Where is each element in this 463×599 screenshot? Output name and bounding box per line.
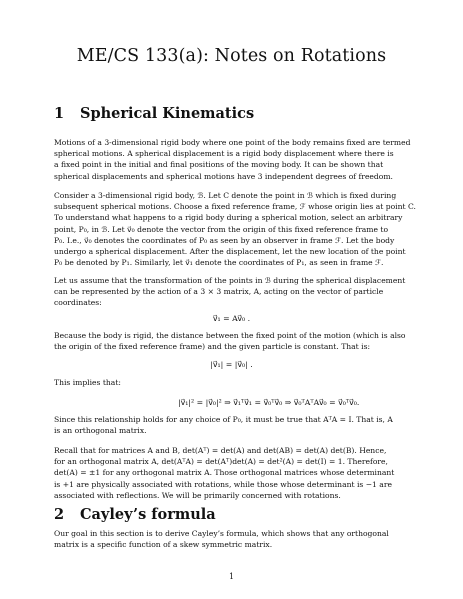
text-line: associated with reflections. We will be primarily concerned with rotations. [54, 490, 341, 500]
section-2-number: 2 [54, 506, 65, 523]
text-line: coordinates: [54, 298, 102, 308]
text-line: P₀ be denoted by P₁. Similarly, let v⃗₁ denote the coordinates of P₁, as seen in frame ℱ. [54, 258, 384, 268]
text-line: spherical displacements and spherical motions have 3 independent degrees of freedom. [54, 171, 393, 181]
text-line: Since this relationship holds for any choice of P₀, it must be true that AᵀA = I. That is, A [54, 415, 393, 424]
section-1-title: Spherical Kinematics [80, 105, 255, 122]
text-line: This implies that: [54, 378, 121, 387]
text-line: subsequent spherical motions. Choose a fixed reference frame, ℱ whose origin lies at point C. [54, 202, 416, 212]
paragraph-4 [54, 330, 412, 352]
text-line: is +1 are physically associated with rotations, while those whose determinant is −1 are [54, 479, 392, 489]
text-line: the origin of the fixed reference frame) and the given particle is constant. That is: [54, 342, 371, 352]
text-line: is an orthogonal matrix. [54, 426, 147, 436]
page-title: ME/CS 133(a): Notes on Rotations [76, 46, 387, 66]
text-line: Let us assume that the transformation of the points in ℬ during the spherical displacement [54, 276, 406, 285]
text-line: Motions of a 3-dimensional rigid body where one point of the body remains fixed are termed [54, 138, 411, 147]
text-line: det(A) = ±1 for any orthogonal matrix A. Those orthogonal matrices whose determinant [54, 468, 395, 478]
text-line: Consider a 3-dimensional rigid body, ℬ. Let C denote the point in ℬ which is fixed during [54, 191, 397, 200]
paragraph-3 [54, 275, 412, 309]
section-2-title: Cayley’s formula [80, 506, 216, 523]
text-line: can be represented by the action of a 3 × 3 matrix, A, acting on the vector of particle [54, 287, 384, 297]
text-line: Recall that for matrices A and B, det(Aᵀ) = det(A) and det(AB) = det(A) det(B). Hence, [54, 446, 387, 455]
paragraph-5 [54, 377, 412, 388]
text-line: Our goal in this section is to derive Cayley’s formula, which shows that any orthogonal [54, 529, 389, 538]
equation-1: v⃗₁ = Av⃗₀ . [212, 314, 251, 323]
text-line: a fixed point in the initial and final positions of the moving body. It can be shown that [54, 160, 384, 170]
text-line: for an orthogonal matrix A, det(AᵀA) = det(Aᵀ)det(A) = det²(A) = det(I) = 1. Therefore, [54, 457, 388, 467]
text-line: matrix is a specific function of a skew symmetric matrix. [54, 540, 273, 550]
text-line: point, P₀, in ℬ. Let v⃗₀ denote the vector from the origin of this fixed reference frame to [54, 224, 389, 234]
text-line: spherical motions. A spherical displacement is a rigid body displacement where there is [54, 149, 394, 159]
paragraph-8 [54, 528, 412, 550]
text-line: P₀. I.e., v⃗₀ denotes the coordinates of P₀ as seen by an observer in frame ℱ. Let the body [54, 235, 395, 245]
text-line: To understand what happens to a rigid body during a spherical motion, select an arbitrary [54, 213, 403, 223]
section-2-heading [54, 506, 216, 523]
paragraph-7 [54, 445, 412, 501]
equation-2: |v⃗₁| = |v⃗₀| . [210, 360, 253, 369]
section-1-heading [54, 105, 254, 122]
page-number: 1 [228, 572, 235, 581]
equation-3: |v⃗₁|² = |v⃗₀|² ⇒ v⃗₁ᵀv⃗₁ = v⃗₀ᵀv⃗₀ ⇒ v⃗₀ᵀAᵀAv⃗₀ = v⃗₀ᵀv⃗₀. [178, 398, 360, 407]
text-line: undergo a spherical displacement. After the displacement, let the new location of the point [54, 247, 406, 257]
text-line: Because the body is rigid, the distance between the fixed point of the motion (which is also [54, 331, 406, 340]
paragraph-6 [54, 414, 412, 436]
paragraph-2 [54, 190, 416, 268]
paragraph-1 [54, 137, 412, 182]
section-1-number: 1 [54, 105, 65, 122]
